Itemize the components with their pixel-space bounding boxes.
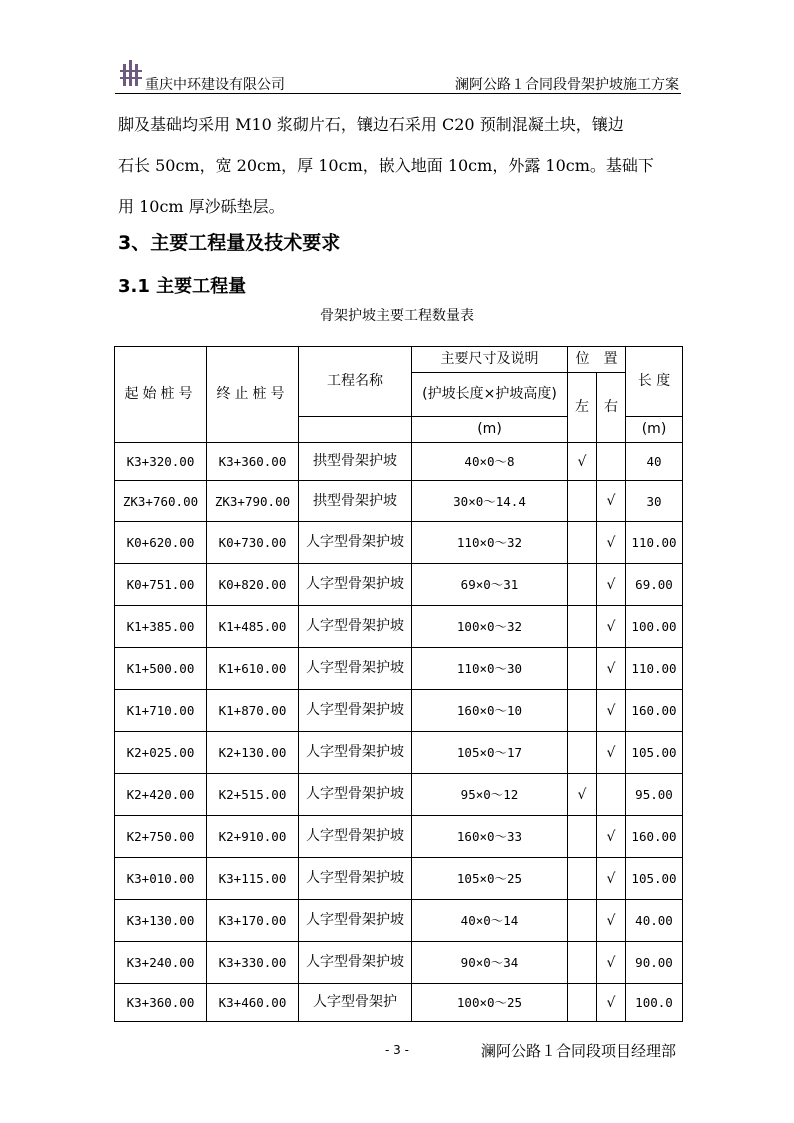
project-name-cell: 人字型骨架护坡 (299, 732, 412, 774)
length-cell: 110.00 (626, 648, 683, 690)
length-cell: 69.00 (626, 564, 683, 606)
left-position-cell (568, 443, 597, 481)
page-number: - 3 - (385, 1043, 409, 1057)
left-position-cell (568, 606, 597, 648)
end-station-cell: K2+910.00 (207, 816, 299, 858)
header-dimensions-unit: (m) (412, 417, 568, 443)
end-station-cell: K2+130.00 (207, 732, 299, 774)
start-station-cell: K3+240.00 (115, 942, 207, 984)
start-station-cell: K3+130.00 (115, 900, 207, 942)
paragraph-line: 石长 50cm，宽 20cm，厚 10cm，嵌入地面 10cm，外露 10cm。基础下 (118, 156, 654, 175)
dimensions-cell: 105×0～17 (412, 732, 568, 774)
paragraph-line: 脚及基础均采用 M10 浆砌片石，镶边石采用 C20 预制混凝土块，镶边 (118, 115, 624, 134)
length-cell: 40 (626, 443, 683, 481)
length-cell: 95.00 (626, 774, 683, 816)
length-cell: 105.00 (626, 858, 683, 900)
project-name-cell: 人字型骨架护坡 (299, 816, 412, 858)
check-mark-icon: √ (577, 453, 587, 470)
right-position-cell (597, 774, 626, 816)
project-name-cell: 拱型骨架护坡 (299, 443, 412, 481)
start-station-cell: K1+500.00 (115, 648, 207, 690)
right-position-cell (597, 648, 626, 690)
check-mark-icon: √ (606, 954, 616, 971)
table-row (115, 942, 683, 984)
quantity-table (114, 346, 683, 1022)
check-mark-icon: √ (606, 618, 616, 635)
start-station-cell: K2+025.00 (115, 732, 207, 774)
start-station-cell: ZK3+760.00 (115, 481, 207, 522)
table-row (115, 648, 683, 690)
start-station-cell: K3+360.00 (115, 984, 207, 1022)
check-mark-icon: √ (606, 870, 616, 887)
dimensions-cell: 105×0～25 (412, 858, 568, 900)
table-row (115, 732, 683, 774)
header-empty-cell (299, 417, 412, 443)
end-station-cell: ZK3+790.00 (207, 481, 299, 522)
left-position-cell (568, 564, 597, 606)
header-length: 长 度 (626, 347, 683, 417)
document-title: 澜阿公路１合同段骨架护坡施工方案 (455, 77, 679, 93)
header-left: 左 (568, 373, 597, 443)
project-name-cell: 人字型骨架护坡 (299, 900, 412, 942)
check-mark-icon: √ (606, 576, 616, 593)
header-start-station: 起始桩号 (115, 347, 207, 443)
left-position-cell (568, 942, 597, 984)
table-row (115, 481, 683, 522)
dimensions-cell: 40×0～8 (412, 443, 568, 481)
dimensions-cell: 100×0～32 (412, 606, 568, 648)
right-position-cell (597, 900, 626, 942)
length-cell: 100.0 (626, 984, 683, 1022)
company-name: 重庆中环建设有限公司 (145, 77, 285, 93)
check-mark-icon: √ (606, 660, 616, 677)
table-row (115, 606, 683, 648)
right-position-cell (597, 481, 626, 522)
check-mark-icon: √ (577, 786, 587, 803)
company-logo-icon (120, 58, 146, 88)
length-cell: 30 (626, 481, 683, 522)
project-name-cell: 人字型骨架护坡 (299, 858, 412, 900)
length-cell: 100.00 (626, 606, 683, 648)
project-name-cell: 人字型骨架护坡 (299, 564, 412, 606)
left-position-cell (568, 900, 597, 942)
start-station-cell: K1+385.00 (115, 606, 207, 648)
right-position-cell (597, 816, 626, 858)
end-station-cell: K3+460.00 (207, 984, 299, 1022)
dimensions-cell: 160×0～33 (412, 816, 568, 858)
end-station-cell: K3+360.00 (207, 443, 299, 481)
section-heading: 3、主要工程量及技术要求 (118, 232, 341, 254)
right-position-cell (597, 443, 626, 481)
right-position-cell (597, 942, 626, 984)
header-divider (115, 93, 681, 94)
end-station-cell: K0+730.00 (207, 522, 299, 564)
end-station-cell: K2+515.00 (207, 774, 299, 816)
table-row (115, 858, 683, 900)
dimensions-cell: 69×0～31 (412, 564, 568, 606)
dimensions-cell: 100×0～25 (412, 984, 568, 1022)
table-row (115, 564, 683, 606)
start-station-cell: K3+320.00 (115, 443, 207, 481)
check-mark-icon: √ (606, 534, 616, 551)
end-station-cell: K1+610.00 (207, 648, 299, 690)
dimensions-cell: 95×0～12 (412, 774, 568, 816)
right-position-cell (597, 984, 626, 1022)
end-station-cell: K3+330.00 (207, 942, 299, 984)
table-caption: 骨架护坡主要工程数量表 (320, 308, 474, 324)
dimensions-cell: 110×0～30 (412, 648, 568, 690)
check-mark-icon: √ (606, 994, 616, 1011)
left-position-cell (568, 690, 597, 732)
end-station-cell: K3+115.00 (207, 858, 299, 900)
dimensions-cell: 30×0～14.4 (412, 481, 568, 522)
length-cell: 160.00 (626, 816, 683, 858)
body-paragraph (118, 104, 684, 227)
length-cell: 105.00 (626, 732, 683, 774)
project-name-cell: 人字型骨架护坡 (299, 690, 412, 732)
end-station-cell: K1+870.00 (207, 690, 299, 732)
table-row (115, 816, 683, 858)
right-position-cell (597, 690, 626, 732)
subsection-heading: 3.1 主要工程量 (118, 276, 247, 297)
left-position-cell (568, 732, 597, 774)
table-row (115, 443, 683, 481)
end-station-cell: K3+170.00 (207, 900, 299, 942)
header-length-unit: (m) (626, 417, 683, 443)
table-row (115, 984, 683, 1022)
right-position-cell (597, 606, 626, 648)
left-position-cell (568, 522, 597, 564)
header-project-name: 工程名称 (299, 347, 412, 417)
dimensions-cell: 90×0～34 (412, 942, 568, 984)
check-mark-icon: √ (606, 828, 616, 845)
length-cell: 40.00 (626, 900, 683, 942)
header-right: 右 (597, 373, 626, 443)
left-position-cell (568, 648, 597, 690)
start-station-cell: K2+420.00 (115, 774, 207, 816)
project-name-cell: 拱型骨架护坡 (299, 481, 412, 522)
project-name-cell: 人字型骨架护坡 (299, 774, 412, 816)
end-station-cell: K1+485.00 (207, 606, 299, 648)
left-position-cell (568, 481, 597, 522)
left-position-cell (568, 774, 597, 816)
start-station-cell: K0+751.00 (115, 564, 207, 606)
start-station-cell: K1+710.00 (115, 690, 207, 732)
table-row (115, 690, 683, 732)
right-position-cell (597, 732, 626, 774)
header-dimensions-desc: (护坡长度×护坡高度) (412, 373, 568, 417)
left-position-cell (568, 858, 597, 900)
project-name-cell: 人字型骨架护坡 (299, 942, 412, 984)
length-cell: 160.00 (626, 690, 683, 732)
dimensions-cell: 40×0～14 (412, 900, 568, 942)
table-row (115, 900, 683, 942)
project-name-cell: 人字型骨架护坡 (299, 522, 412, 564)
length-cell: 90.00 (626, 942, 683, 984)
project-name-cell: 人字型骨架护 (299, 984, 412, 1022)
end-station-cell: K0+820.00 (207, 564, 299, 606)
project-name-cell: 人字型骨架护坡 (299, 648, 412, 690)
footer-organization: 澜阿公路１合同段项目经理部 (481, 1042, 677, 1060)
start-station-cell: K0+620.00 (115, 522, 207, 564)
header-position: 位 置 (568, 347, 626, 373)
length-cell: 110.00 (626, 522, 683, 564)
left-position-cell (568, 984, 597, 1022)
table-row (115, 774, 683, 816)
dimensions-cell: 110×0～32 (412, 522, 568, 564)
right-position-cell (597, 564, 626, 606)
header-dimensions: 主要尺寸及说明 (412, 347, 568, 373)
check-mark-icon: √ (606, 912, 616, 929)
right-position-cell (597, 858, 626, 900)
start-station-cell: K2+750.00 (115, 816, 207, 858)
check-mark-icon: √ (606, 493, 616, 509)
right-position-cell (597, 522, 626, 564)
start-station-cell: K3+010.00 (115, 858, 207, 900)
dimensions-cell: 160×0～10 (412, 690, 568, 732)
project-name-cell: 人字型骨架护坡 (299, 606, 412, 648)
check-mark-icon: √ (606, 702, 616, 719)
left-position-cell (568, 816, 597, 858)
paragraph-line: 用 10cm 厚沙砾垫层。 (118, 197, 285, 216)
check-mark-icon: √ (606, 744, 616, 761)
table-row (115, 522, 683, 564)
header-end-station: 终止桩号 (207, 347, 299, 443)
